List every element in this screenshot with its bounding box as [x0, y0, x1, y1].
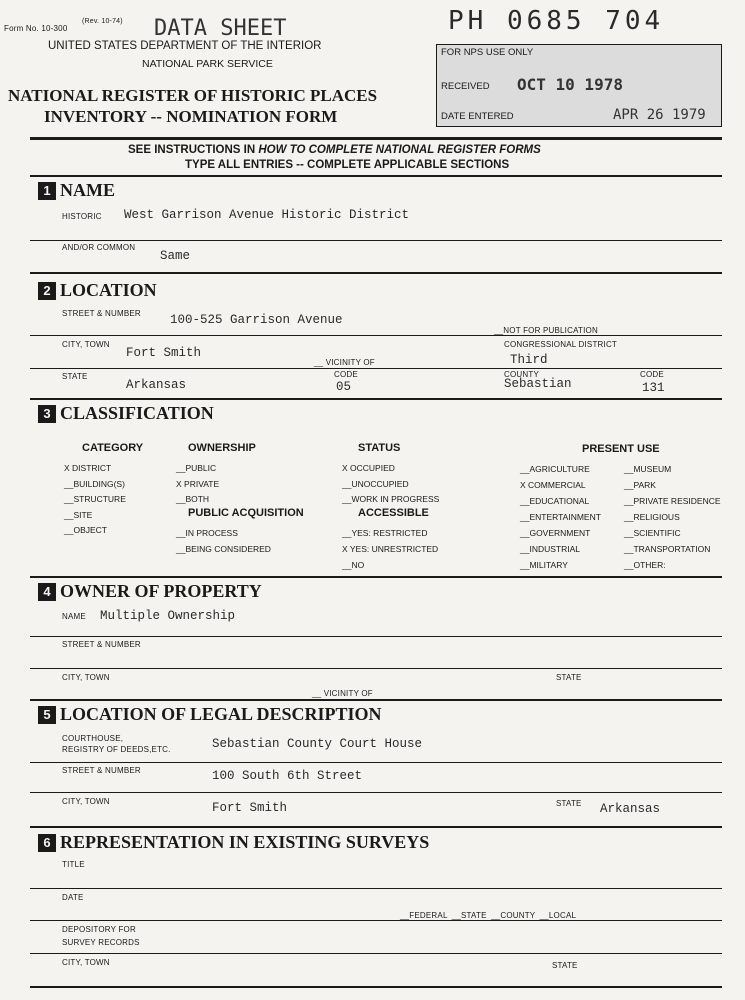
rule [30, 272, 722, 274]
congressional-district-field[interactable]: Third [510, 353, 548, 367]
status-option[interactable]: __WORK IN PROGRESS [342, 494, 440, 504]
present-use-option[interactable]: __RELIGIOUS [624, 512, 680, 522]
status-option[interactable]: X OCCUPIED [342, 463, 395, 473]
category-option[interactable]: __SITE [64, 509, 93, 520]
street-label: STREET & NUMBER [62, 309, 141, 318]
ownership-option[interactable]: X PRIVATE [176, 478, 220, 489]
instructions-reference: HOW TO COMPLETE NATIONAL REGISTER FORMS [258, 144, 541, 156]
county-field[interactable]: Sebastian [504, 377, 572, 391]
rule [30, 368, 722, 369]
form-title: NATIONAL REGISTER OF HISTORIC PLACES [8, 86, 378, 105]
owner-vicinity-option[interactable]: __ VICINITY OF [312, 689, 373, 698]
section-title: LOCATION [60, 280, 157, 300]
instructions-text: SEE INSTRUCTIONS IN [128, 144, 259, 156]
rule [30, 137, 722, 140]
rule [30, 175, 722, 177]
owner-street-label: STREET & NUMBER [62, 640, 141, 649]
county-code-label: CODE [640, 370, 664, 379]
survey-city-label: CITY, TOWN [62, 958, 110, 967]
section-4-heading [38, 581, 262, 602]
state-field[interactable]: Arkansas [126, 378, 187, 392]
rule [30, 335, 722, 336]
category-options [64, 461, 126, 539]
present-use-options-left [520, 461, 601, 573]
section-5-heading [38, 704, 382, 725]
city-label: CITY, TOWN [62, 340, 110, 349]
form-revision: (Rev. 10-74) [82, 18, 123, 25]
section-title: NAME [60, 180, 115, 200]
category-option[interactable]: __OBJECT [64, 525, 107, 535]
congressional-district-label: CONGRESSIONAL DISTRICT [504, 340, 618, 349]
service-name: NATIONAL PARK SERVICE [142, 58, 273, 70]
survey-title-label: TITLE [62, 860, 85, 869]
rule [30, 826, 722, 828]
rule [30, 668, 722, 669]
common-name-field[interactable]: Same [160, 249, 191, 263]
county-code-field[interactable]: 131 [642, 381, 665, 395]
accessible-options [342, 525, 438, 573]
accessible-heading: ACCESSIBLE [358, 507, 429, 519]
status-option[interactable]: __UNOCCUPIED [342, 478, 409, 489]
present-use-option[interactable]: __INDUSTRIAL [520, 544, 580, 554]
present-use-options-right [624, 461, 721, 573]
section-title: OWNER OF PROPERTY [60, 581, 262, 601]
present-use-option[interactable]: X COMMERCIAL [520, 480, 586, 490]
nps-use-box [436, 44, 722, 127]
state-code-label: CODE [334, 370, 358, 379]
legal-street-field[interactable]: 100 South 6th Street [212, 769, 363, 783]
present-use-option[interactable]: __MUSEUM [624, 464, 672, 474]
instructions-line-1 [128, 144, 541, 156]
owner-city-label: CITY, TOWN [62, 673, 110, 682]
rule [30, 240, 722, 241]
street-field[interactable]: 100-525 Garrison Avenue [170, 313, 343, 327]
instructions-line-2: TYPE ALL ENTRIES -- COMPLETE APPLICABLE SECTIONS [185, 159, 510, 171]
survey-records-label: SURVEY RECORDS [62, 938, 140, 947]
vicinity-option[interactable]: __ VICINITY OF [314, 358, 375, 367]
public-acquisition-heading: PUBLIC ACQUISITION [188, 507, 304, 519]
historic-label: HISTORIC [62, 212, 102, 221]
category-option[interactable]: X DISTRICT [64, 463, 112, 473]
form-subtitle: INVENTORY -- NOMINATION FORM [44, 107, 338, 126]
ownership-heading: OWNERSHIP [188, 442, 256, 454]
form-number: Form No. 10-300 [4, 24, 68, 33]
accessible-option[interactable]: __YES: RESTRICTED [342, 528, 428, 538]
survey-date-label: DATE [62, 893, 84, 902]
present-use-option[interactable]: __AGRICULTURE [520, 464, 590, 474]
courthouse-label: COURTHOUSE, [62, 734, 124, 743]
rule [30, 699, 722, 701]
courthouse-field[interactable]: Sebastian County Court House [212, 737, 423, 751]
not-for-publication-option[interactable]: __NOT FOR PUBLICATION [494, 326, 598, 335]
section-title: REPRESENTATION IN EXISTING SURVEYS [60, 832, 430, 852]
section-number: 1 [38, 182, 56, 200]
rule [30, 792, 722, 793]
category-heading: CATEGORY [82, 442, 144, 454]
status-options [342, 461, 439, 508]
handwritten-reference: PH 0685 704 [448, 6, 665, 36]
present-use-option[interactable]: __TRANSPORTATION [624, 544, 711, 554]
rule [30, 920, 722, 921]
legal-city-label: CITY, TOWN [62, 797, 110, 806]
section-6-heading [38, 832, 429, 853]
rule [30, 888, 722, 889]
received-label: RECEIVED [441, 81, 490, 92]
date-entered-stamp: APR 26 1979 [613, 107, 706, 123]
survey-level-options[interactable]: __FEDERAL __STATE __COUNTY __LOCAL [400, 911, 577, 920]
legal-city-field[interactable]: Fort Smith [212, 801, 288, 815]
present-use-option[interactable]: __PRIVATE RESIDENCE [624, 496, 721, 506]
category-option[interactable]: __STRUCTURE [64, 494, 126, 504]
accessible-option[interactable]: __NO [342, 560, 365, 570]
section-number: 5 [38, 706, 56, 724]
status-heading: STATUS [358, 442, 401, 454]
present-use-option[interactable]: __SCIENTIFIC [624, 528, 681, 538]
present-use-option[interactable]: __OTHER: [624, 560, 666, 570]
acquisition-option[interactable]: __IN PROCESS [176, 528, 238, 538]
section-3-heading [38, 403, 214, 424]
legal-street-label: STREET & NUMBER [62, 766, 141, 775]
rule [30, 986, 722, 988]
ownership-option[interactable]: __PUBLIC [176, 463, 217, 473]
category-option[interactable]: __BUILDING(S) [64, 478, 125, 489]
present-use-option[interactable]: __EDUCATIONAL [520, 496, 590, 506]
nps-box-label: FOR NPS USE ONLY [441, 47, 534, 58]
present-use-option[interactable]: __PARK [624, 480, 656, 490]
historic-name-field[interactable]: West Garrison Avenue Historic District [124, 208, 410, 222]
received-stamp: OCT 10 1978 [517, 75, 623, 94]
accessible-option[interactable]: X YES: UNRESTRICTED [342, 544, 439, 554]
survey-state-label: STATE [552, 961, 578, 970]
section-number: 6 [38, 834, 56, 852]
rule [30, 762, 722, 763]
date-entered-label: DATE ENTERED [441, 111, 514, 122]
department-name: UNITED STATES DEPARTMENT OF THE INTERIOR [48, 40, 322, 52]
legal-state-label: STATE [556, 799, 582, 808]
owner-name-label: NAME [62, 612, 86, 621]
acquisition-option[interactable]: __BEING CONSIDERED [176, 544, 271, 554]
section-number: 2 [38, 282, 56, 300]
depository-label: DEPOSITORY FOR [62, 925, 136, 934]
state-label: STATE [62, 372, 88, 381]
present-use-option[interactable]: __GOVERNMENT [520, 528, 591, 538]
present-use-heading: PRESENT USE [582, 443, 660, 455]
common-name-label: AND/OR COMMON [62, 243, 136, 252]
acquisition-options [176, 525, 271, 557]
registry-label: REGISTRY OF DEEDS,ETC. [62, 745, 171, 754]
owner-state-label: STATE [556, 673, 582, 682]
rule [30, 576, 722, 578]
rule [30, 953, 722, 954]
section-title: LOCATION OF LEGAL DESCRIPTION [60, 704, 382, 724]
county-label: COUNTY [504, 370, 539, 379]
ownership-options [176, 461, 219, 508]
legal-state-field[interactable]: Arkansas [600, 802, 661, 816]
owner-name-field[interactable]: Multiple Ownership [100, 609, 236, 623]
present-use-option[interactable]: __ENTERTAINMENT [520, 512, 601, 522]
city-field[interactable]: Fort Smith [126, 346, 202, 360]
section-number: 4 [38, 583, 56, 601]
rule [30, 636, 722, 637]
rule [30, 398, 722, 400]
section-number: 3 [38, 405, 56, 423]
ownership-option[interactable]: __BOTH [176, 494, 210, 504]
state-code-field[interactable]: 05 [336, 380, 352, 394]
section-title: CLASSIFICATION [60, 403, 214, 423]
present-use-option[interactable]: __MILITARY [520, 560, 568, 570]
data-sheet-stamp: DATA SHEET [154, 16, 287, 41]
section-1-heading [38, 180, 115, 201]
section-2-heading [38, 280, 157, 301]
